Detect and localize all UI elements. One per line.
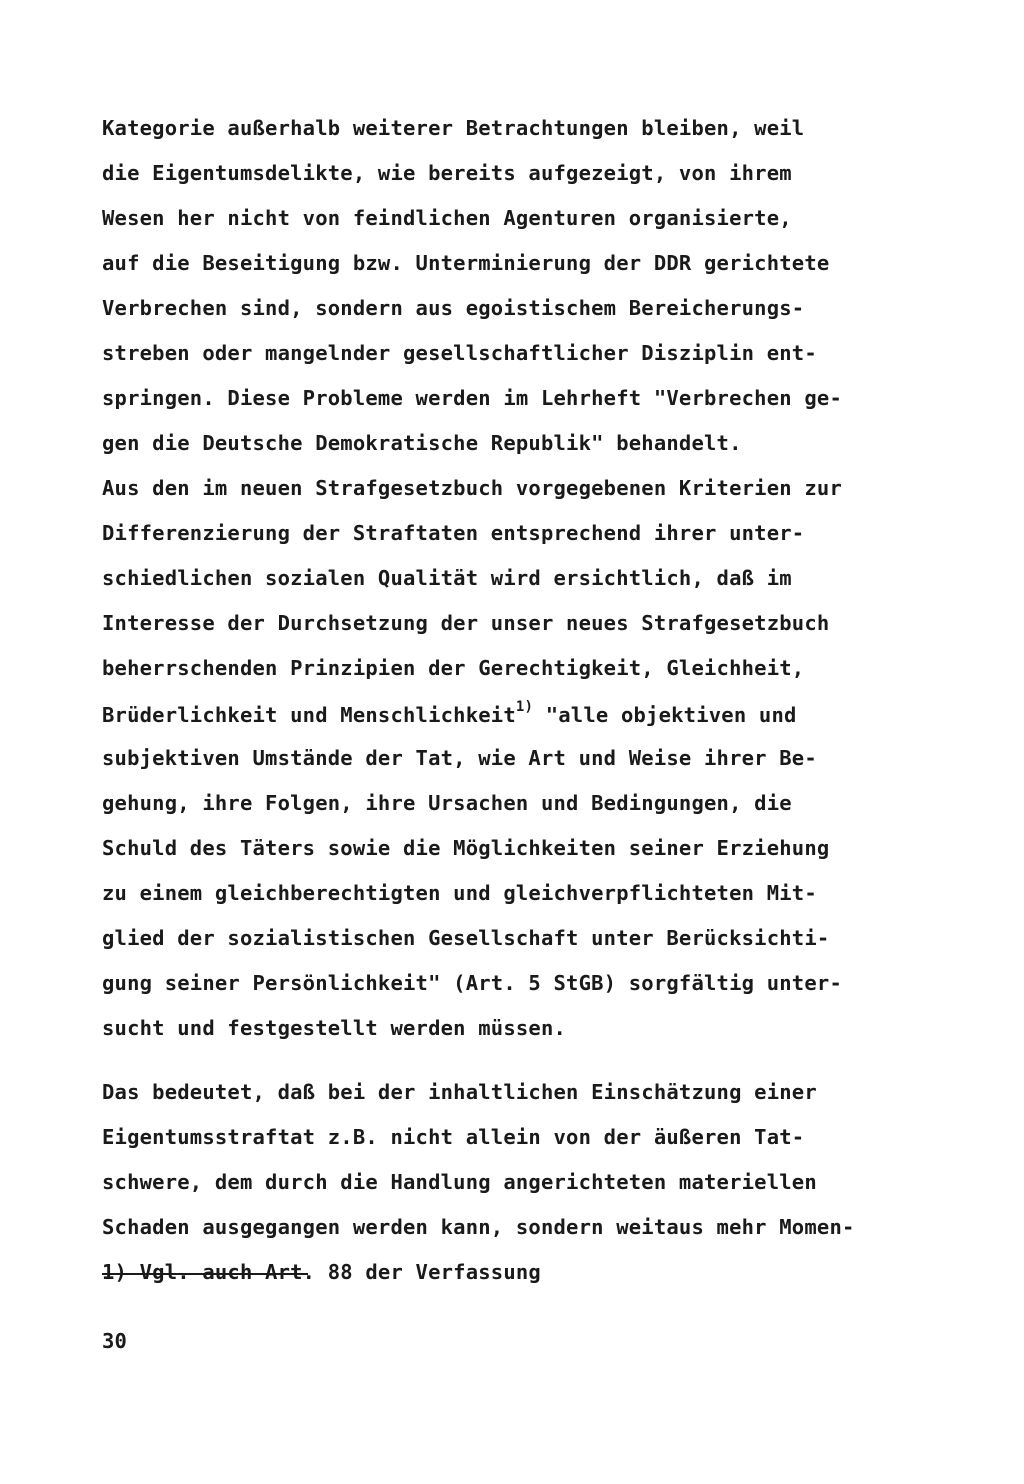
- text-line: beherrschenden Prinzipien der Gerechtigkeit, Gleichheit,: [102, 656, 805, 680]
- text-line: gehung, ihre Folgen, ihre Ursachen und Bedingungen, die: [102, 791, 792, 815]
- footnote: 1) Vgl. auch Art. 88 der Verfassung: [102, 1260, 541, 1284]
- text-line: springen. Diese Probleme werden im Lehrheft "Verbrechen ge-: [102, 386, 842, 410]
- text-line: Differenzierung der Straftaten entsprechend ihrer unter-: [102, 521, 805, 545]
- text-line: Schuld des Täters sowie die Möglichkeiten seiner Erziehung: [102, 836, 830, 860]
- text-line: die Eigentumsdelikte, wie bereits aufgezeigt, von ihrem: [102, 161, 792, 185]
- text-line: sucht und festgestellt werden müssen.: [102, 1016, 567, 1040]
- text-line: schiedlichen sozialen Qualität wird ersichtlich, daß im: [102, 566, 792, 590]
- text-line-with-footnote: [102, 699, 797, 727]
- text-line: Wesen her nicht von feindlichen Agenturen organisierte,: [102, 206, 792, 230]
- text-line: zu einem gleichberechtigten und gleichverpflichteten Mit-: [102, 881, 817, 905]
- text-line: Verbrechen sind, sondern aus egoistischem Bereicherungs-: [102, 296, 805, 320]
- footnote-marker: 1): [515, 699, 534, 715]
- text-line: gen die Deutsche Demokratische Republik" behandelt.: [102, 431, 742, 455]
- text-line: auf die Beseitigung bzw. Unterminierung der DDR gerichtete: [102, 251, 830, 275]
- text-line: Schaden ausgegangen werden kann, sondern weitaus mehr Momen-: [102, 1215, 855, 1239]
- text-fragment: "alle objektiven und: [533, 702, 797, 727]
- text-line: glied der sozialistischen Gesellschaft unter Berücksichti-: [102, 926, 830, 950]
- text-line: Eigentumsstraftat z.B. nicht allein von der äußeren Tat-: [102, 1125, 805, 1149]
- text-line: Kategorie außerhalb weiterer Betrachtungen bleiben, weil: [102, 116, 805, 140]
- text-line: Das bedeutet, daß bei der inhaltlichen Einschätzung einer: [102, 1080, 817, 1104]
- text-line: Interesse der Durchsetzung der unser neues Strafgesetzbuch: [102, 611, 830, 635]
- text-line: gung seiner Persönlichkeit" (Art. 5 StGB) sorgfältig unter-: [102, 971, 842, 995]
- text-line: schwere, dem durch die Handlung angerichteten materiellen: [102, 1170, 817, 1194]
- page-number: 30: [102, 1329, 128, 1353]
- text-line: subjektiven Umstände der Tat, wie Art und Weise ihrer Be-: [102, 746, 817, 770]
- text-line: Aus den im neuen Strafgesetzbuch vorgegebenen Kriterien zur: [102, 476, 842, 500]
- text-fragment: Brüderlichkeit und Menschlichkeit: [102, 702, 516, 727]
- text-line: streben oder mangelnder gesellschaftlicher Disziplin ent-: [102, 341, 817, 365]
